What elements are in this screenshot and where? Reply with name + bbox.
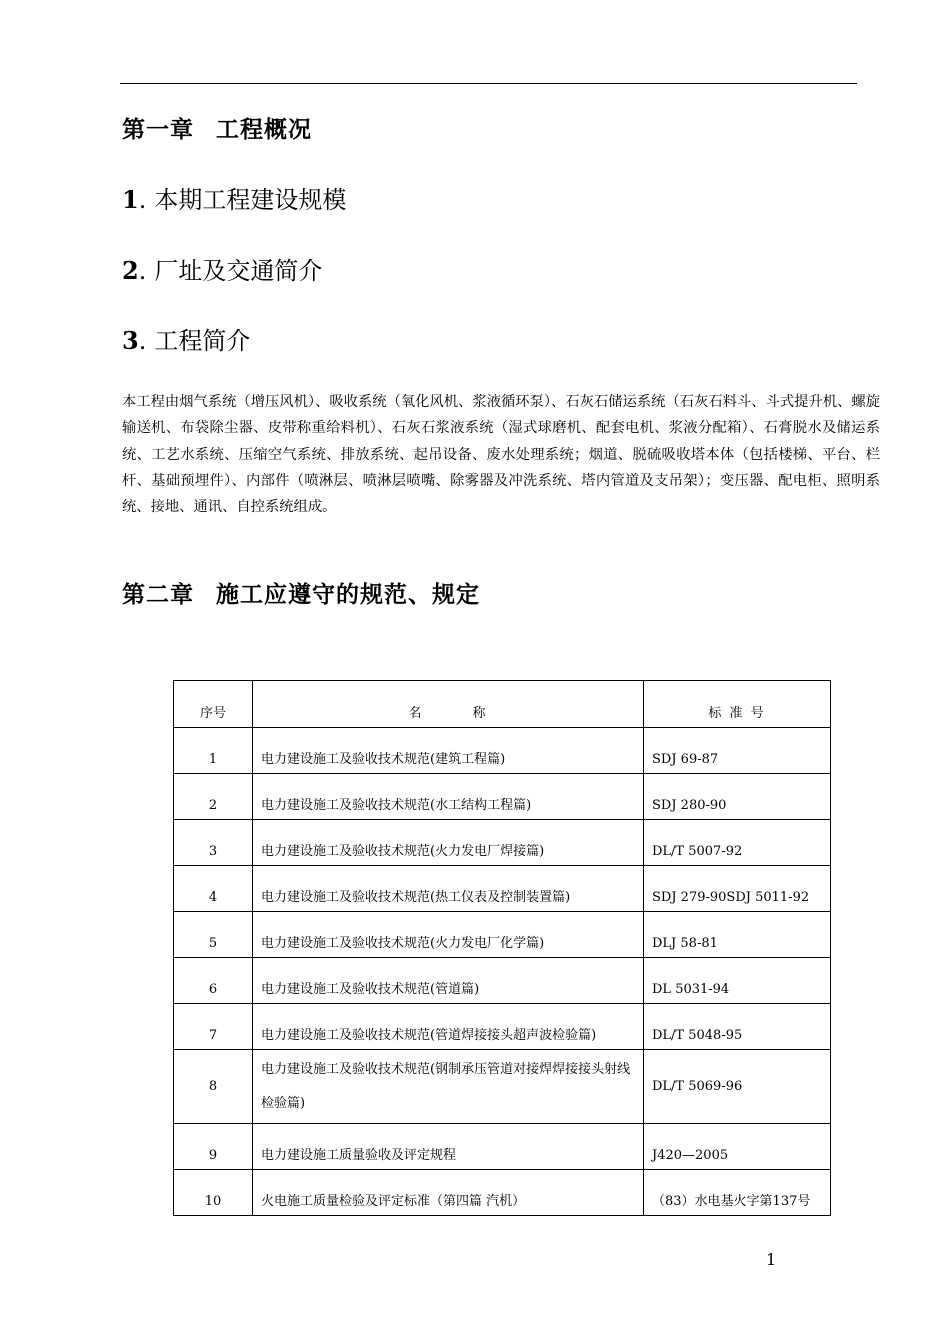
section-1-heading: 1. 本期工程建设规模 bbox=[122, 185, 347, 214]
header-std: 标 准 号 bbox=[644, 681, 831, 728]
row-std: DLJ 58-81 bbox=[644, 912, 831, 958]
table-row bbox=[174, 820, 831, 866]
row-std: （83）水电基火字第137号 bbox=[644, 1170, 831, 1216]
row-name: 火电施工质量检验及评定标准（第四篇 汽机） bbox=[253, 1170, 644, 1216]
row-seq: 4 bbox=[174, 866, 253, 912]
row-seq: 9 bbox=[174, 1124, 253, 1170]
row-seq: 1 bbox=[174, 728, 253, 774]
row-seq: 8 bbox=[174, 1050, 253, 1124]
table-row bbox=[174, 1004, 831, 1050]
project-description-paragraph: 本工程由烟气系统（增压风机）、吸收系统（氧化风机、浆液循环泵）、石灰石储运系统（石灰石料斗、斗式提升机、螺旋输送机、布袋除尘器、皮带称重给料机）、石灰石浆液系统（湿式球磨机、配套电机、浆液分配箱）、石膏脱水及储运系统、工艺水系统、压缩空气系统、排放系统、起吊设备、废水处理系统；烟道、脱硫吸收塔本体（包括楼梯、平台、栏杆、基础预埋件）、内部件（喷淋层、喷淋层喷嘴、除雾器及冲洗系统、塔内管道及支吊架）；变压器、配电柜、照明系统、接地、通讯、自控系统组成。 bbox=[122, 394, 880, 516]
chapter-1-label: 第一章 bbox=[122, 117, 194, 143]
row-std: SDJ 280-90 bbox=[644, 774, 831, 820]
section-title: 工程简介 bbox=[154, 327, 251, 355]
chapter-2-heading bbox=[122, 576, 480, 609]
row-name: 电力建设施工及验收技术规范(水工结构工程篇) bbox=[253, 774, 644, 820]
standards-table bbox=[173, 680, 831, 1216]
row-name: 电力建设施工及验收技术规范(热工仪表及控制装置篇) bbox=[253, 866, 644, 912]
row-std: DL/T 5048-95 bbox=[644, 1004, 831, 1050]
table-row bbox=[174, 958, 831, 1004]
row-std: DL/T 5069-96 bbox=[644, 1050, 831, 1124]
table-row bbox=[174, 728, 831, 774]
section-number: 2 bbox=[122, 256, 139, 285]
table-row bbox=[174, 1124, 831, 1170]
table-row bbox=[174, 866, 831, 912]
row-std: SDJ 69-87 bbox=[644, 728, 831, 774]
header-name: 名 称 bbox=[253, 681, 644, 728]
row-seq: 5 bbox=[174, 912, 253, 958]
row-name: 电力建设施工质量验收及评定规程 bbox=[253, 1124, 644, 1170]
row-name: 电力建设施工及验收技术规范(钢制承压管道对接焊焊接接头射线检验篇) bbox=[253, 1050, 644, 1124]
section-number: 3 bbox=[122, 326, 139, 355]
section-title: 本期工程建设规模 bbox=[154, 186, 347, 214]
page-number: 1 bbox=[766, 1250, 777, 1269]
chapter-2-label: 第二章 bbox=[122, 582, 194, 608]
table-header-row bbox=[174, 681, 831, 728]
chapter-2-title: 施工应遵守的规范、规定 bbox=[216, 582, 480, 608]
header-rule bbox=[120, 83, 857, 84]
row-name: 电力建设施工及验收技术规范(管道篇) bbox=[253, 958, 644, 1004]
row-name: 电力建设施工及验收技术规范(管道焊接接头超声波检验篇) bbox=[253, 1004, 644, 1050]
header-seq: 序号 bbox=[174, 681, 253, 728]
row-seq: 6 bbox=[174, 958, 253, 1004]
section-title: 厂址及交通简介 bbox=[154, 257, 323, 285]
row-std: DL/T 5007-92 bbox=[644, 820, 831, 866]
row-seq: 10 bbox=[174, 1170, 253, 1216]
row-std: DL 5031-94 bbox=[644, 958, 831, 1004]
section-3-heading: 3. 工程简介 bbox=[122, 326, 251, 355]
row-std: SDJ 279-90SDJ 5011-92 bbox=[644, 866, 831, 912]
chapter-1-title: 工程概况 bbox=[216, 117, 312, 143]
section-2-heading: 2. 厂址及交通简介 bbox=[122, 256, 323, 285]
row-name: 电力建设施工及验收技术规范(火力发电厂焊接篇) bbox=[253, 820, 644, 866]
table-row bbox=[174, 1170, 831, 1216]
row-seq: 2 bbox=[174, 774, 253, 820]
row-std: J420—2005 bbox=[644, 1124, 831, 1170]
table-row bbox=[174, 774, 831, 820]
section-number: 1 bbox=[122, 185, 139, 214]
row-seq: 7 bbox=[174, 1004, 253, 1050]
table-row bbox=[174, 1050, 831, 1124]
chapter-1-heading bbox=[122, 111, 312, 144]
table-row bbox=[174, 912, 831, 958]
row-seq: 3 bbox=[174, 820, 253, 866]
row-name: 电力建设施工及验收技术规范(建筑工程篇) bbox=[253, 728, 644, 774]
row-name: 电力建设施工及验收技术规范(火力发电厂化学篇) bbox=[253, 912, 644, 958]
